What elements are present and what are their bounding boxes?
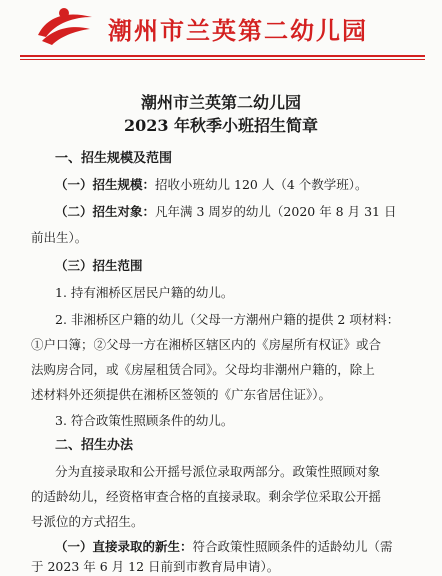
header-divider-thin	[20, 59, 425, 60]
label-scale: （一）招生规模：	[55, 177, 156, 192]
label-direct: （一）直接录取的新生：	[55, 539, 193, 554]
range-item-2: 2. 非湘桥区户籍的幼儿（父母一方潮州户籍的提供 2 项材料：	[55, 312, 400, 327]
paragraph-direct	[55, 538, 393, 556]
header-divider	[20, 55, 425, 57]
text-direct-cont: 于 2023 年 6 月 12 日前到市教育局申请）。	[31, 559, 280, 574]
section-heading-method: 二、招生办法	[55, 438, 134, 453]
paragraph-method-cont: 的适龄幼儿，经资格审查合格的直接录取。剩余学位采取公开摇	[31, 489, 382, 504]
range-item-2-cont: ①户口簿；②父母一方在湘桥区辖区内的《房屋所有权证》或合	[31, 337, 382, 352]
range-item-2-cont: 述材料外还须提供在湘桥区签领的《广东省居住证》）。	[31, 387, 332, 402]
school-logo-icon	[34, 5, 96, 47]
document-subtitle: 2023 年秋季小班招生简章	[123, 116, 319, 135]
section-heading-scope: 一、招生规模及范围	[55, 151, 173, 166]
school-name: 潮州市兰英第二幼儿园	[108, 17, 368, 45]
text-scale: 招收小班幼儿 120 人（4 个教学班）。	[155, 177, 368, 192]
paragraph-scale	[55, 176, 368, 194]
paragraph-method: 分为直接录取和公开摇号派位录取两部分。政策性照顾对象	[55, 464, 381, 479]
document-title: 潮州市兰英第二幼儿园	[140, 93, 301, 112]
paragraph-target	[55, 203, 396, 221]
range-item-2-cont: 法购房合同，或《房屋租赁合同》。父母均非潮州户籍的，除上	[31, 362, 375, 377]
range-item-3: 3. 符合政策性照顾条件的幼儿。	[55, 413, 234, 428]
letterhead	[0, 0, 442, 58]
paragraph-method-cont: 号派位的方式招生。	[31, 514, 144, 529]
range-item-1: 1. 持有湘桥区居民户籍的幼儿。	[55, 285, 234, 300]
text-direct: 符合政策性照顾条件的适龄幼儿（需	[192, 539, 393, 554]
text-target: 凡年满 3 周岁的幼儿（2020 年 8 月 31 日	[155, 204, 397, 219]
label-target: （二）招生对象：	[55, 204, 156, 219]
subheading-range: （三）招生范围	[55, 258, 143, 273]
text-target-cont: 前出生）。	[31, 230, 88, 245]
